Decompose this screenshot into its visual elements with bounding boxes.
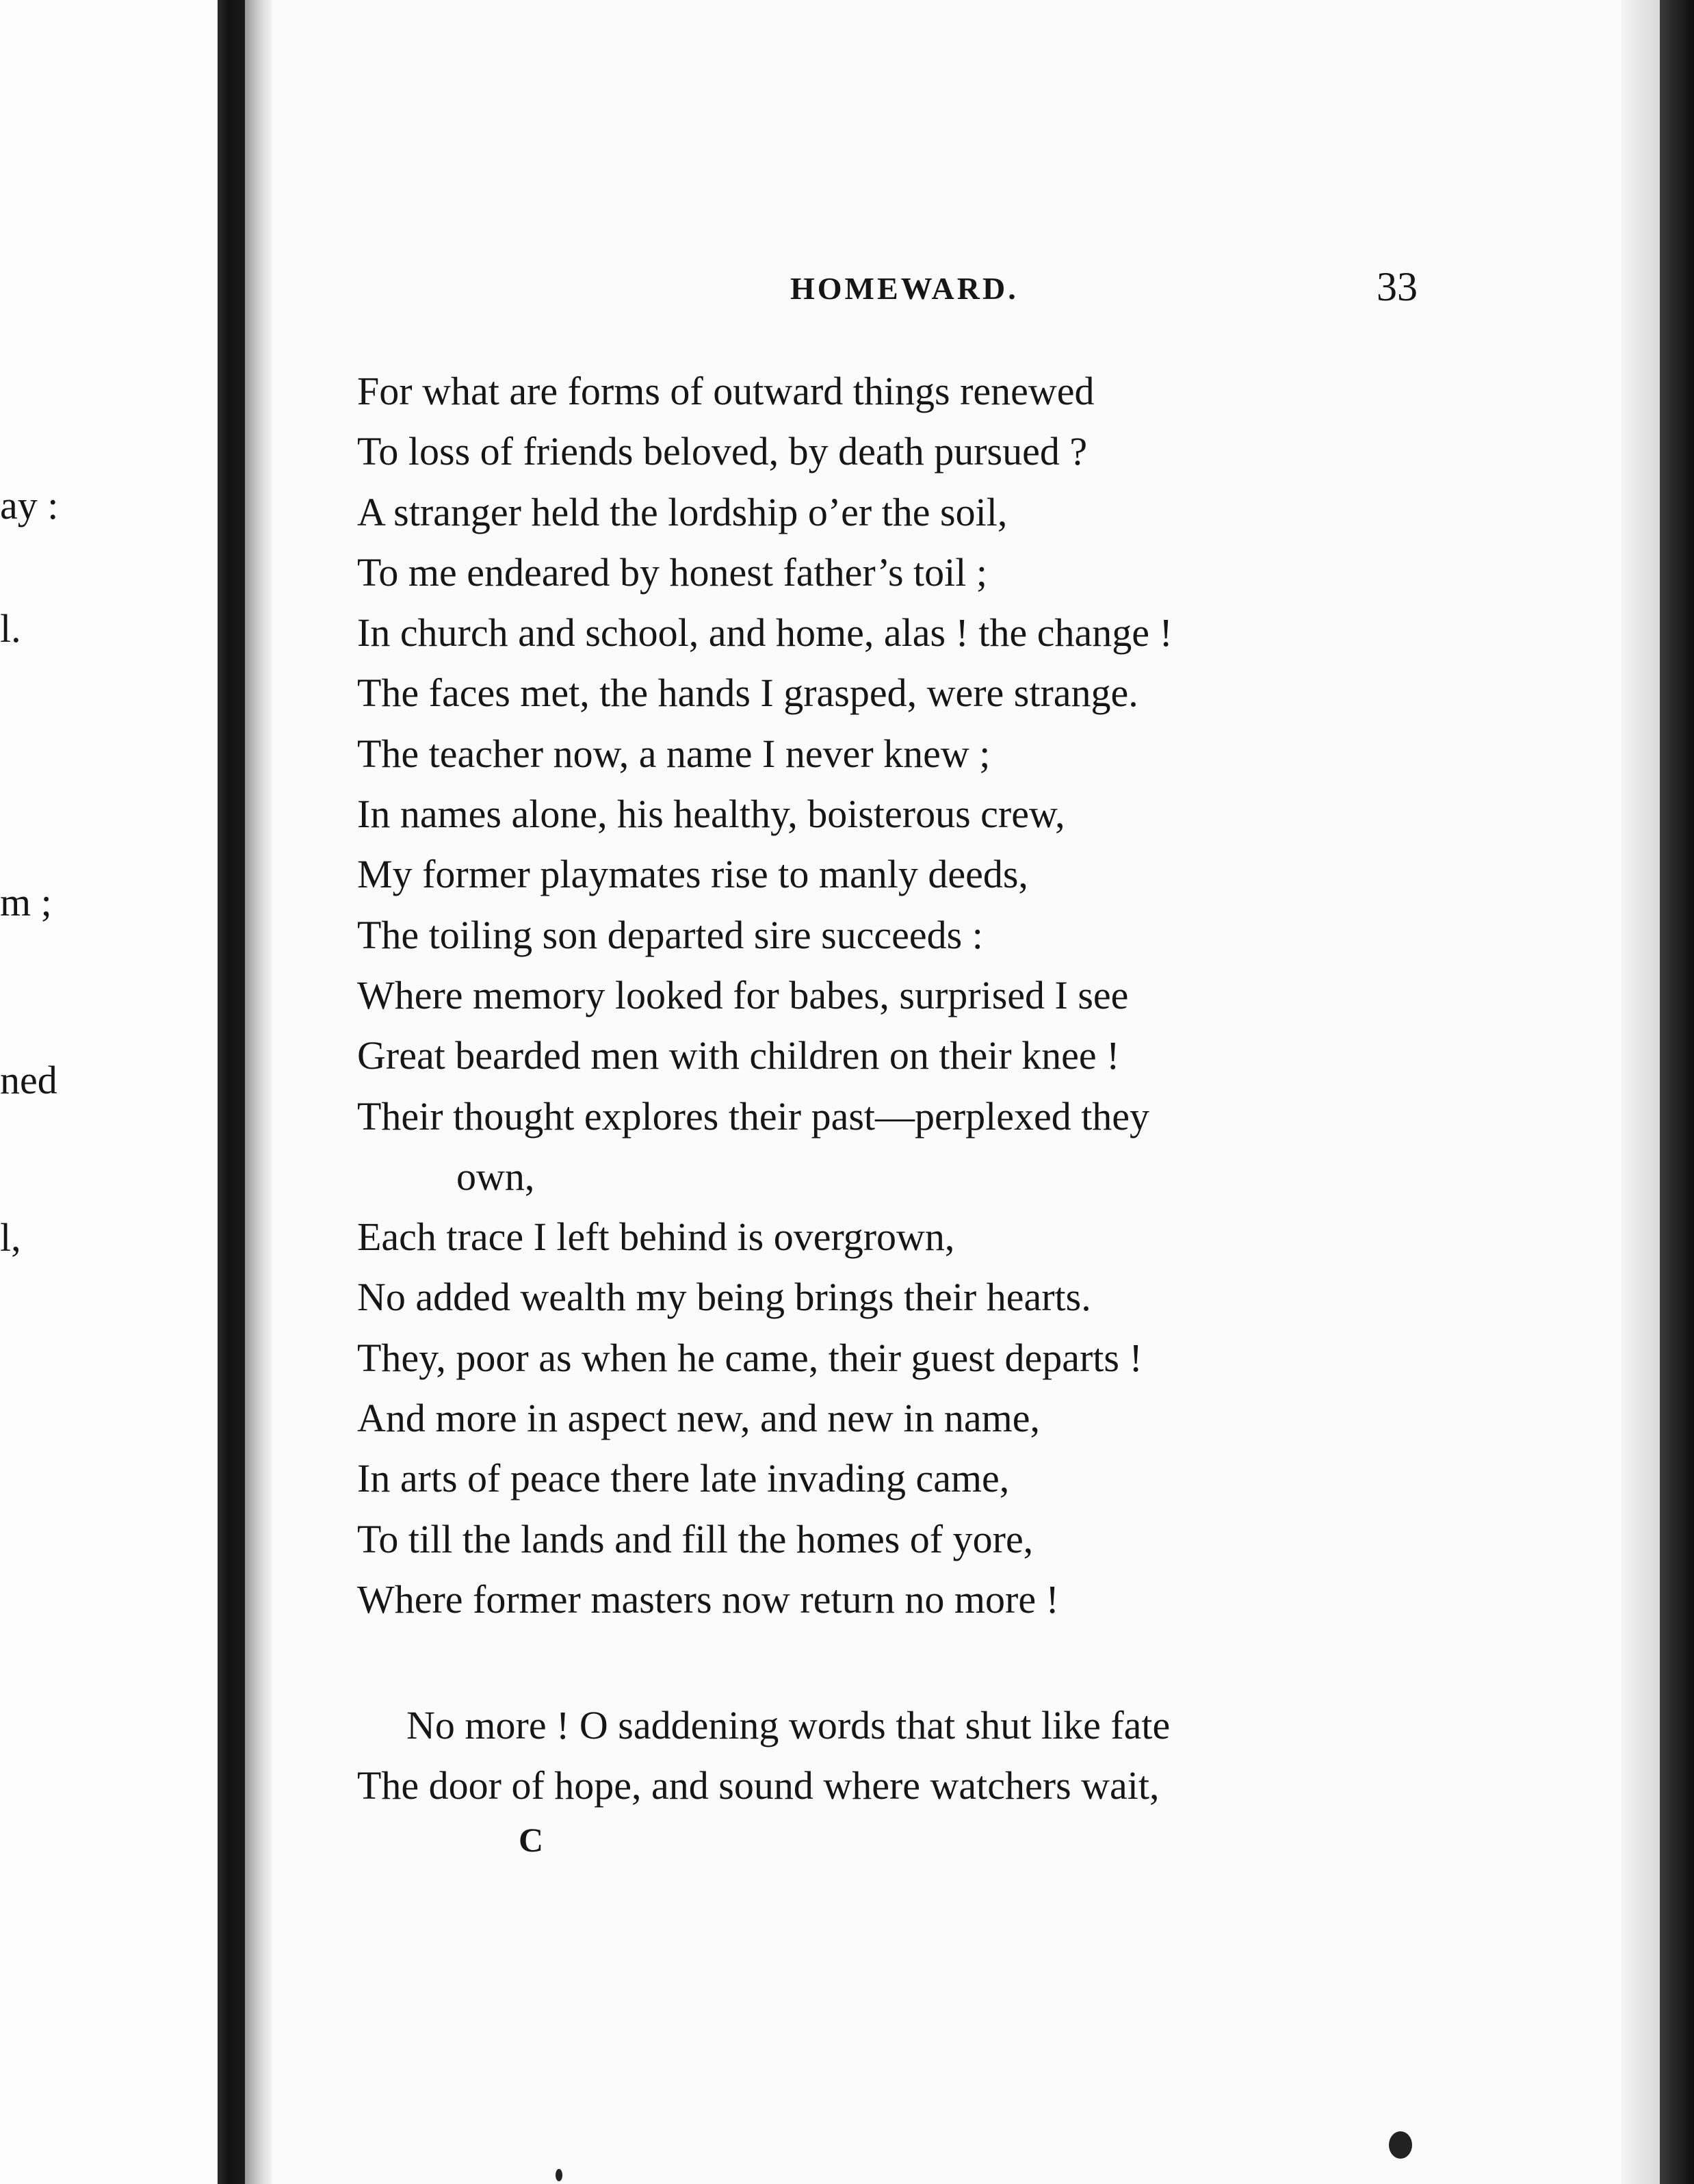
page-number: 33 [1377,264,1418,309]
poem-line: To loss of friends beloved, by death pursued ? [357,429,1088,474]
poem-line: In arts of peace there late invading came, [357,1456,1010,1501]
poem-line: And more in aspect new, and new in name, [357,1396,1041,1441]
poem-line: In church and school, and home, alas ! the change ! [357,610,1173,655]
left-page-line-fragment: l. [0,606,21,651]
book-spine-shadow [218,0,245,2184]
poem-line: No more ! O saddening words that shut like fate [406,1703,1171,1747]
left-page-line-fragment: l, [0,1215,21,1260]
poem-line: The teacher now, a name I never knew ; [357,731,991,776]
printer-signature-mark: C [519,1821,544,1859]
book-edge-dark [1660,0,1694,2184]
poem-line: My former playmates rise to manly deeds, [357,852,1028,897]
poem-line: To till the lands and fill the homes of yore, [357,1516,1034,1561]
poem-line-continuation: own, [456,1154,535,1199]
poem-line: The faces met, the hands I grasped, were strange. [357,671,1138,716]
poem-line: No added wealth my being brings their hearts. [357,1275,1091,1320]
poem-line: Great bearded men with children on their knee ! [357,1033,1120,1078]
gutter-gradient [245,0,272,2184]
poem-stanza-two [357,1695,1520,1817]
scan-speck [556,2169,562,2181]
scan-speck [1389,2131,1412,2159]
poem-line: For what are forms of outward things renewed [357,369,1095,413]
left-page-line-fragment: ned [0,1058,57,1102]
poem-line: A stranger held the lordship o’er the soil, [357,489,1008,534]
page-edge-shadow [1621,0,1660,2184]
left-page-fragment [0,0,218,2184]
poem-line: Where former masters now return no more ! [357,1576,1059,1622]
left-page-line-fragment: ay : [0,483,59,528]
poem-line: Where memory looked for babes, surprised I see [357,972,1129,1017]
poem-line: They, poor as when he came, their guest departs ! [357,1335,1143,1380]
poem-line: Their thought explores their past—perplexed they [357,1093,1150,1139]
poem-line: To me endeared by honest father’s toil ; [357,549,987,595]
poem-line: Each trace I left behind is overgrown, [357,1214,955,1260]
left-page-line-fragment: m ; [0,880,52,924]
poem-line: The door of hope, and sound where watchers wait, [357,1763,1160,1808]
poem-stanza-one [357,361,1520,1630]
poem-line: The toiling son departed sire succeeds : [357,912,983,957]
poem-line: In names alone, his healthy, boisterous crew, [357,792,1065,837]
running-title: HOMEWARD. [790,271,1019,306]
